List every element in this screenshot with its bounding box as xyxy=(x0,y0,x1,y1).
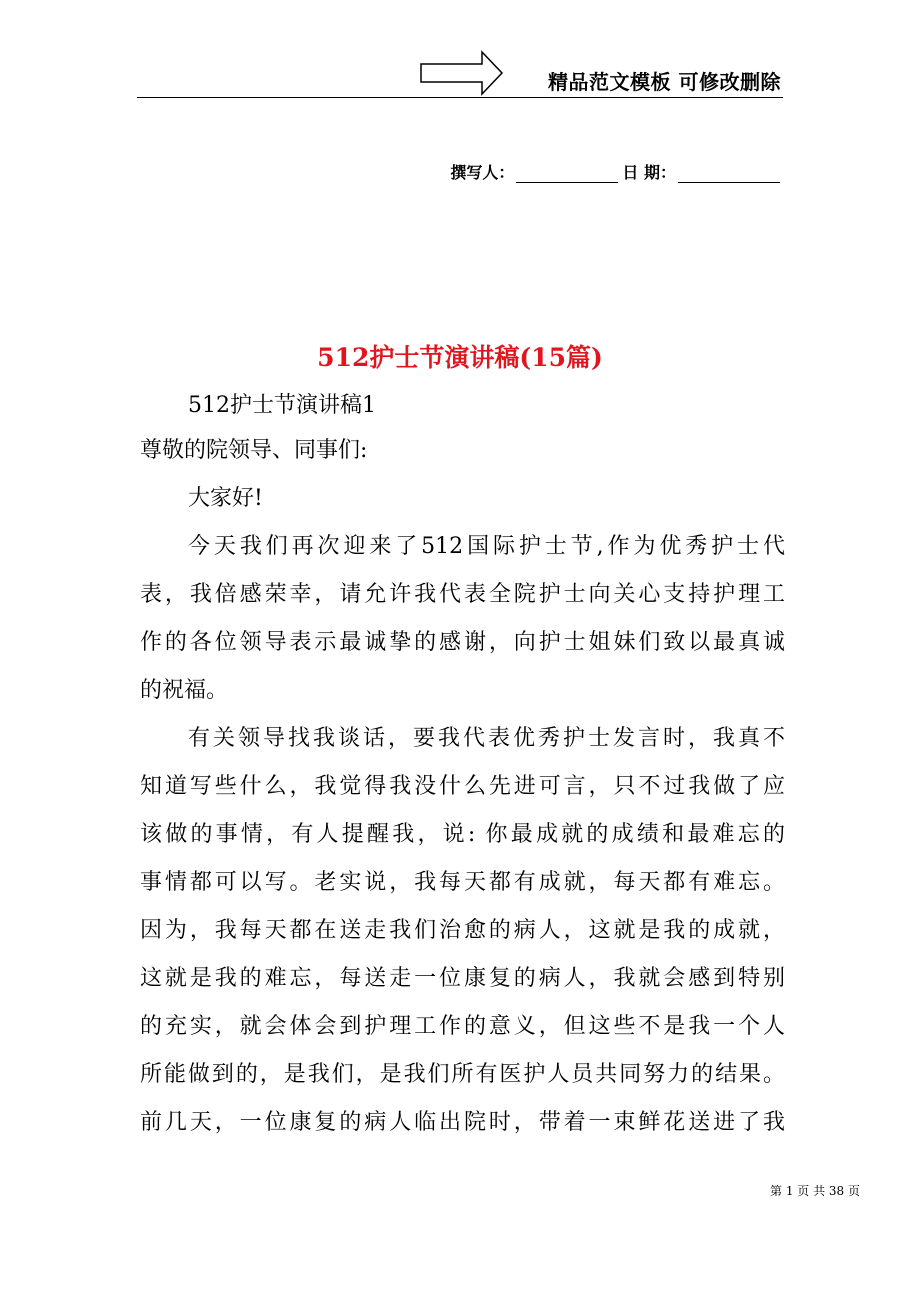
paragraph-line: 今天我们再次迎来了512国际护士节,作为优秀护士代 xyxy=(188,534,785,559)
paragraph-line: 事情都可以写。老实说，我每天都有成就，每天都有难忘。 xyxy=(140,870,785,895)
paragraph-line: 前几天，一位康复的病人临出院时，带着一束鲜花送进了我 xyxy=(140,1110,785,1135)
author-date-line xyxy=(450,160,782,183)
paragraph-line: 这就是我的难忘，每送走一位康复的病人，我就会感到特别 xyxy=(140,966,785,991)
header-rule xyxy=(137,97,783,98)
paragraph-line: 作的各位领导表示最诚挚的感谢，向护士姐妹们致以最真诚 xyxy=(140,630,785,655)
author-label: 撰写人： xyxy=(450,163,515,182)
date-label: 日 期： xyxy=(622,163,676,182)
right-arrow-icon xyxy=(420,50,504,96)
paragraph-line: 的祝福。 xyxy=(140,678,229,703)
document-title: 512护士节演讲稿(15篇) xyxy=(317,343,603,372)
author-blank-field xyxy=(516,164,618,183)
paragraph-line: 表，我倍感荣幸，请允许我代表全院护士向关心支持护理工 xyxy=(140,582,785,607)
paragraph-line: 因为，我每天都在送走我们治愈的病人，这就是我的成就， xyxy=(140,918,785,943)
paragraph-line: 知道写些什么，我觉得我没什么先进可言，只不过我做了应 xyxy=(140,774,785,799)
paragraph-2 xyxy=(140,715,785,1147)
paragraph-1 xyxy=(140,523,785,715)
paragraph-line: 的充实，就会体会到护理工作的意义，但这些不是我一个人 xyxy=(140,1014,785,1039)
paragraph-line: 所能做到的，是我们，是我们所有医护人员共同努力的结果。 xyxy=(140,1062,785,1087)
greeting: 大家好! xyxy=(188,486,263,511)
section-heading: 512护士节演讲稿1 xyxy=(188,393,376,418)
page-indicator: 第 1 页 共 38 页 xyxy=(770,1184,860,1198)
paragraph-line: 该做的事情，有人提醒我，说: 你最成就的成绩和最难忘的 xyxy=(140,822,785,847)
date-blank-field xyxy=(678,164,780,183)
page-header xyxy=(137,50,783,98)
paragraph-line: 有关领导找我谈话，要我代表优秀护士发言时，我真不 xyxy=(188,726,785,751)
salutation: 尊敬的院领导、同事们: xyxy=(140,438,368,463)
header-banner-text: 精品范文模板 可修改删除 xyxy=(548,70,781,94)
document-body xyxy=(140,384,785,1147)
